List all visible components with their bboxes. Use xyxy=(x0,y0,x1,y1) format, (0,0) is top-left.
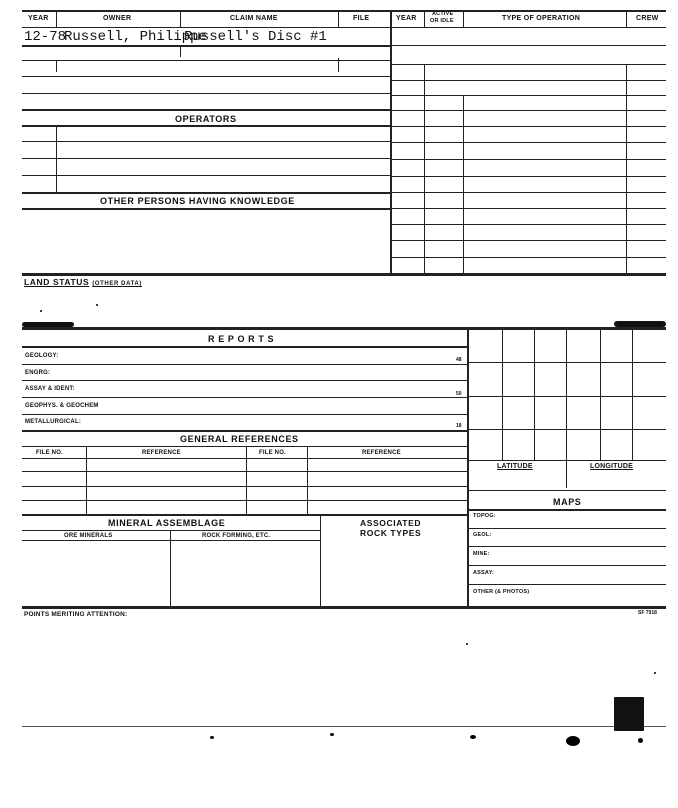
row-rule xyxy=(22,458,468,459)
row-rule xyxy=(22,346,468,348)
report-number: 18 xyxy=(456,423,462,429)
row-rule xyxy=(22,500,468,501)
land-status-label: LAND STATUS xyxy=(24,277,90,287)
divider xyxy=(338,58,339,72)
grid-line xyxy=(468,429,666,430)
entry-claim-name: Russell's Disc #1 xyxy=(184,29,327,45)
points-meriting-attention-label: POINTS MERITING ATTENTION: xyxy=(24,611,128,618)
row-rule xyxy=(22,175,390,176)
ops-row xyxy=(390,110,666,111)
ops-row xyxy=(390,224,666,225)
divider xyxy=(180,10,181,27)
other-persons-title: OTHER PERSONS HAVING KNOWLEDGE xyxy=(100,196,295,206)
row-rule xyxy=(22,540,320,541)
maps-other: OTHER (& PHOTOS) xyxy=(473,589,530,595)
scan-artifact xyxy=(614,697,644,731)
header-active: ACTIVE xyxy=(432,11,454,17)
associated-rock-types-line1: ASSOCIATED xyxy=(360,518,422,528)
report-number: 50 xyxy=(456,391,462,397)
maps-mine: MINE: xyxy=(473,551,490,557)
ops-row xyxy=(390,176,666,177)
mineral-assemblage-title: MINERAL ASSEMBLAGE xyxy=(108,518,226,528)
grid-line xyxy=(468,396,666,397)
report-engrg: ENGRG: xyxy=(25,370,51,376)
row-rule xyxy=(22,192,390,194)
entry-year: 12-78 xyxy=(24,29,67,45)
grid-line xyxy=(632,328,633,460)
row-rule xyxy=(22,45,390,47)
divider xyxy=(424,64,425,275)
divider xyxy=(246,446,247,514)
land-status-sub: (OTHER DATA) xyxy=(92,281,142,287)
row-rule xyxy=(22,141,390,142)
row-rule xyxy=(22,364,468,365)
report-geology: GEOLOGY: xyxy=(25,353,59,359)
maps-title: MAPS xyxy=(553,497,582,507)
longitude-label: LONGITUDE xyxy=(590,463,634,470)
row-rule xyxy=(468,490,666,491)
row-rule xyxy=(468,565,666,566)
row-rule xyxy=(22,158,390,159)
latitude-label: LATITUDE xyxy=(497,463,533,470)
divider xyxy=(56,10,57,27)
grid-line xyxy=(468,362,666,363)
header-rule xyxy=(22,27,666,28)
row-rule xyxy=(22,514,468,516)
divider xyxy=(626,10,627,27)
divider xyxy=(463,10,464,27)
row-rule xyxy=(468,509,666,511)
ops-row xyxy=(390,192,666,193)
general-references-title: GENERAL REFERENCES xyxy=(180,434,299,444)
divider xyxy=(320,514,321,606)
operators-title: OPERATORS xyxy=(175,114,237,124)
divider xyxy=(56,60,57,72)
row-rule xyxy=(22,414,468,415)
header-year-2: YEAR xyxy=(396,15,417,22)
divider xyxy=(180,45,181,57)
header-claim-name: CLAIM NAME xyxy=(230,15,278,22)
divider xyxy=(626,64,627,275)
row-rule xyxy=(468,528,666,529)
form-code: SF 7918 xyxy=(638,610,657,616)
divider xyxy=(86,446,87,514)
row-rule xyxy=(22,109,390,111)
grid-line xyxy=(534,328,535,460)
scan-noise xyxy=(330,733,334,736)
row-rule xyxy=(22,93,390,94)
reports-title: R E P O R T S xyxy=(208,334,275,344)
scan-noise xyxy=(470,735,476,739)
section-rule xyxy=(22,273,666,276)
ore-minerals-label: ORE MINERALS xyxy=(64,533,113,539)
report-geophys: GEOPHYS. & GEOCHEM xyxy=(25,403,99,409)
divider xyxy=(307,446,308,514)
maps-assay: ASSAY: xyxy=(473,570,495,576)
scan-noise xyxy=(40,310,42,312)
maps-geol: GEOL: xyxy=(473,532,492,538)
header-file: FILE xyxy=(353,15,370,22)
row-rule xyxy=(468,546,666,547)
scan-noise xyxy=(96,304,98,306)
divider xyxy=(463,95,464,275)
entry-owner: Russell, Philippe xyxy=(64,29,207,45)
rock-forming-label: ROCK FORMING, ETC. xyxy=(202,533,271,539)
header-type-of-operation: TYPE OF OPERATION xyxy=(502,15,581,22)
grid-line xyxy=(502,328,503,460)
row-rule xyxy=(22,208,390,210)
report-number: 48 xyxy=(456,357,462,363)
row-rule xyxy=(22,446,468,447)
ops-row xyxy=(390,64,666,65)
ops-row xyxy=(390,208,666,209)
maps-topog: TOPOG: xyxy=(473,513,496,519)
top-rule xyxy=(22,10,666,12)
ops-row xyxy=(390,80,666,81)
bottom-rule xyxy=(22,726,666,727)
header-year: YEAR xyxy=(28,15,49,22)
header-or-idle: OR IDLE xyxy=(430,18,454,24)
row-rule xyxy=(22,471,468,472)
row-rule xyxy=(468,584,666,585)
ref-file-no: FILE NO. xyxy=(259,450,286,456)
divider xyxy=(424,10,425,27)
scan-smudge xyxy=(22,322,74,327)
section-rule xyxy=(22,606,666,609)
grid-line xyxy=(600,328,601,460)
ops-row xyxy=(390,240,666,241)
scan-noise xyxy=(210,736,214,739)
row-rule xyxy=(22,530,320,531)
row-rule xyxy=(22,380,468,381)
associated-rock-types-line2: ROCK TYPES xyxy=(360,528,422,538)
ops-row xyxy=(390,142,666,143)
header-owner: OWNER xyxy=(103,15,132,22)
grid-line xyxy=(566,328,567,488)
report-metallurgical: METALLURGICAL: xyxy=(25,419,82,425)
ref-reference: REFERENCE xyxy=(362,450,401,456)
divider xyxy=(170,530,171,606)
divider xyxy=(338,10,339,27)
row-rule xyxy=(22,60,390,61)
ref-file-no: FILE NO. xyxy=(36,450,63,456)
reports-top-rule xyxy=(22,327,666,330)
scan-noise xyxy=(638,738,643,743)
ops-row xyxy=(390,159,666,160)
ops-row xyxy=(390,257,666,258)
row-rule xyxy=(22,486,468,487)
row-rule xyxy=(22,76,390,77)
header-crew: CREW xyxy=(636,15,659,22)
scan-noise xyxy=(654,672,656,674)
row-rule xyxy=(22,125,390,127)
ref-reference: REFERENCE xyxy=(142,450,181,456)
ops-row xyxy=(390,45,666,46)
land-status-title xyxy=(24,277,142,287)
grid-line xyxy=(468,460,666,461)
ops-row xyxy=(390,95,666,96)
scan-noise xyxy=(566,736,580,746)
row-rule xyxy=(22,430,468,432)
scan-noise xyxy=(466,643,468,645)
report-assay: ASSAY & IDENT: xyxy=(25,386,75,392)
row-rule xyxy=(22,397,468,398)
scan-smudge xyxy=(614,321,666,327)
ops-row xyxy=(390,126,666,127)
